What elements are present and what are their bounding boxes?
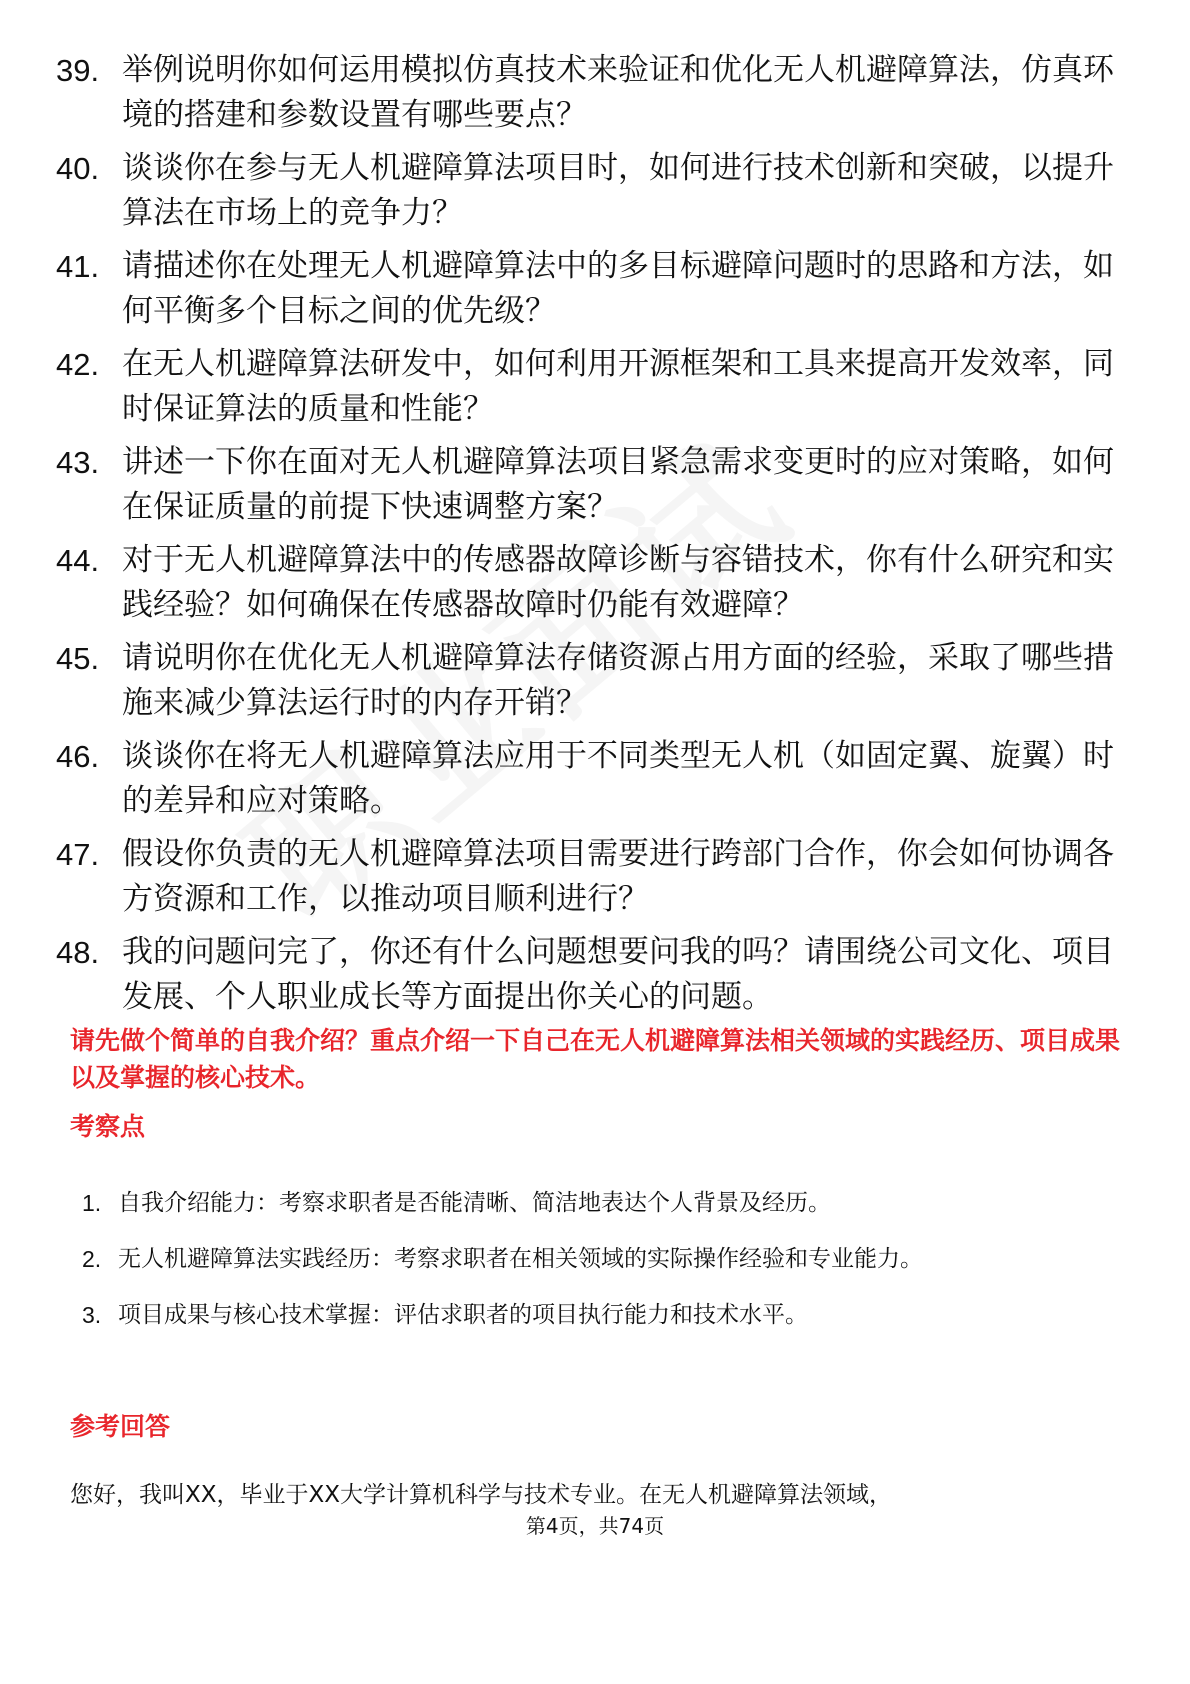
- assessment-points: [82, 1178, 1102, 1346]
- point-text: 无人机避障算法实践经历：考察求职者在相关领域的实际操作经验和专业能力。: [118, 1246, 923, 1272]
- question-number: 48.: [56, 935, 100, 970]
- question-number: 39.: [56, 53, 100, 88]
- question-item: [56, 734, 1136, 824]
- question-item: [56, 440, 1136, 530]
- question-number: 41.: [56, 249, 100, 284]
- question-item: [56, 48, 1136, 138]
- question-text: 请描述你在处理无人机避障算法中的多目标避障问题时的思路和方法，如何平衡多个目标之间的优先级？: [122, 248, 1114, 329]
- question-text: 谈谈你在参与无人机避障算法项目时，如何进行技术创新和突破，以提升算法在市场上的竞争力？: [122, 150, 1114, 231]
- point-text: 项目成果与核心技术掌握：评估求职者的项目执行能力和技术水平。: [118, 1302, 808, 1328]
- question-text: 对于无人机避障算法中的传感器故障诊断与容错技术，你有什么研究和实践经验？如何确保在传感器故障时仍能有效避障？: [122, 542, 1114, 623]
- assessment-point: [82, 1178, 1102, 1228]
- question-item: [56, 342, 1136, 432]
- question-item: [56, 244, 1136, 334]
- question-item: [56, 146, 1136, 236]
- point-text: 自我介绍能力：考察求职者是否能清晰、简洁地表达个人背景及经历。: [118, 1190, 831, 1216]
- reference-answer: 您好，我叫XX，毕业于XX大学计算机科学与技术专业。在无人机避障算法领域，: [70, 1482, 893, 1508]
- assessment-point: [82, 1290, 1102, 1340]
- page-footer: 第4页，共74页: [525, 1514, 665, 1538]
- question-text: 假设你负责的无人机避障算法项目需要进行跨部门合作，你会如何协调各方资源和工作，以推动项目顺利进行？: [122, 836, 1114, 917]
- question-number: 40.: [56, 151, 100, 186]
- question-number: 46.: [56, 739, 100, 774]
- question-list: [56, 48, 1136, 1028]
- point-number: 1.: [82, 1190, 102, 1216]
- question-text: 举例说明你如何运用模拟仿真技术来验证和优化无人机避障算法，仿真环境的搭建和参数设置有哪些要点？: [122, 52, 1114, 133]
- question-number: 47.: [56, 837, 100, 872]
- assessment-point: [82, 1234, 1102, 1284]
- question-number: 44.: [56, 543, 100, 578]
- question-number: 45.: [56, 641, 100, 676]
- question-item: [56, 832, 1136, 922]
- question-item: [56, 930, 1136, 1020]
- question-item: [56, 636, 1136, 726]
- question-text: 讲述一下你在面对无人机避障算法项目紧急需求变更时的应对策略，如何在保证质量的前提下快速调整方案？: [122, 444, 1114, 525]
- point-number: 3.: [82, 1302, 102, 1328]
- reference-label: 参考回答: [70, 1412, 171, 1441]
- question-text: 在无人机避障算法研发中，如何利用开源框架和工具来提高开发效率，同时保证算法的质量和性能？: [122, 346, 1114, 427]
- question-text: 谈谈你在将无人机避障算法应用于不同类型无人机（如固定翼、旋翼）时的差异和应对策略。: [122, 738, 1114, 819]
- point-number: 2.: [82, 1246, 102, 1272]
- featured-question: 请先做个简单的自我介绍？重点介绍一下自己在无人机避障算法相关领域的实践经历、项目成果以及掌握的核心技术。: [70, 1026, 1121, 1092]
- assessment-label: 考察点: [70, 1112, 146, 1141]
- question-number: 43.: [56, 445, 100, 480]
- question-text: 我的问题问完了，你还有什么问题想要问我的吗？请围绕公司文化、项目发展、个人职业成长等方面提出你关心的问题。: [122, 934, 1114, 1015]
- question-item: [56, 538, 1136, 628]
- question-text: 请说明你在优化无人机避障算法存储资源占用方面的经验，采取了哪些措施来减少算法运行时的内存开销？: [122, 640, 1114, 721]
- question-number: 42.: [56, 347, 100, 382]
